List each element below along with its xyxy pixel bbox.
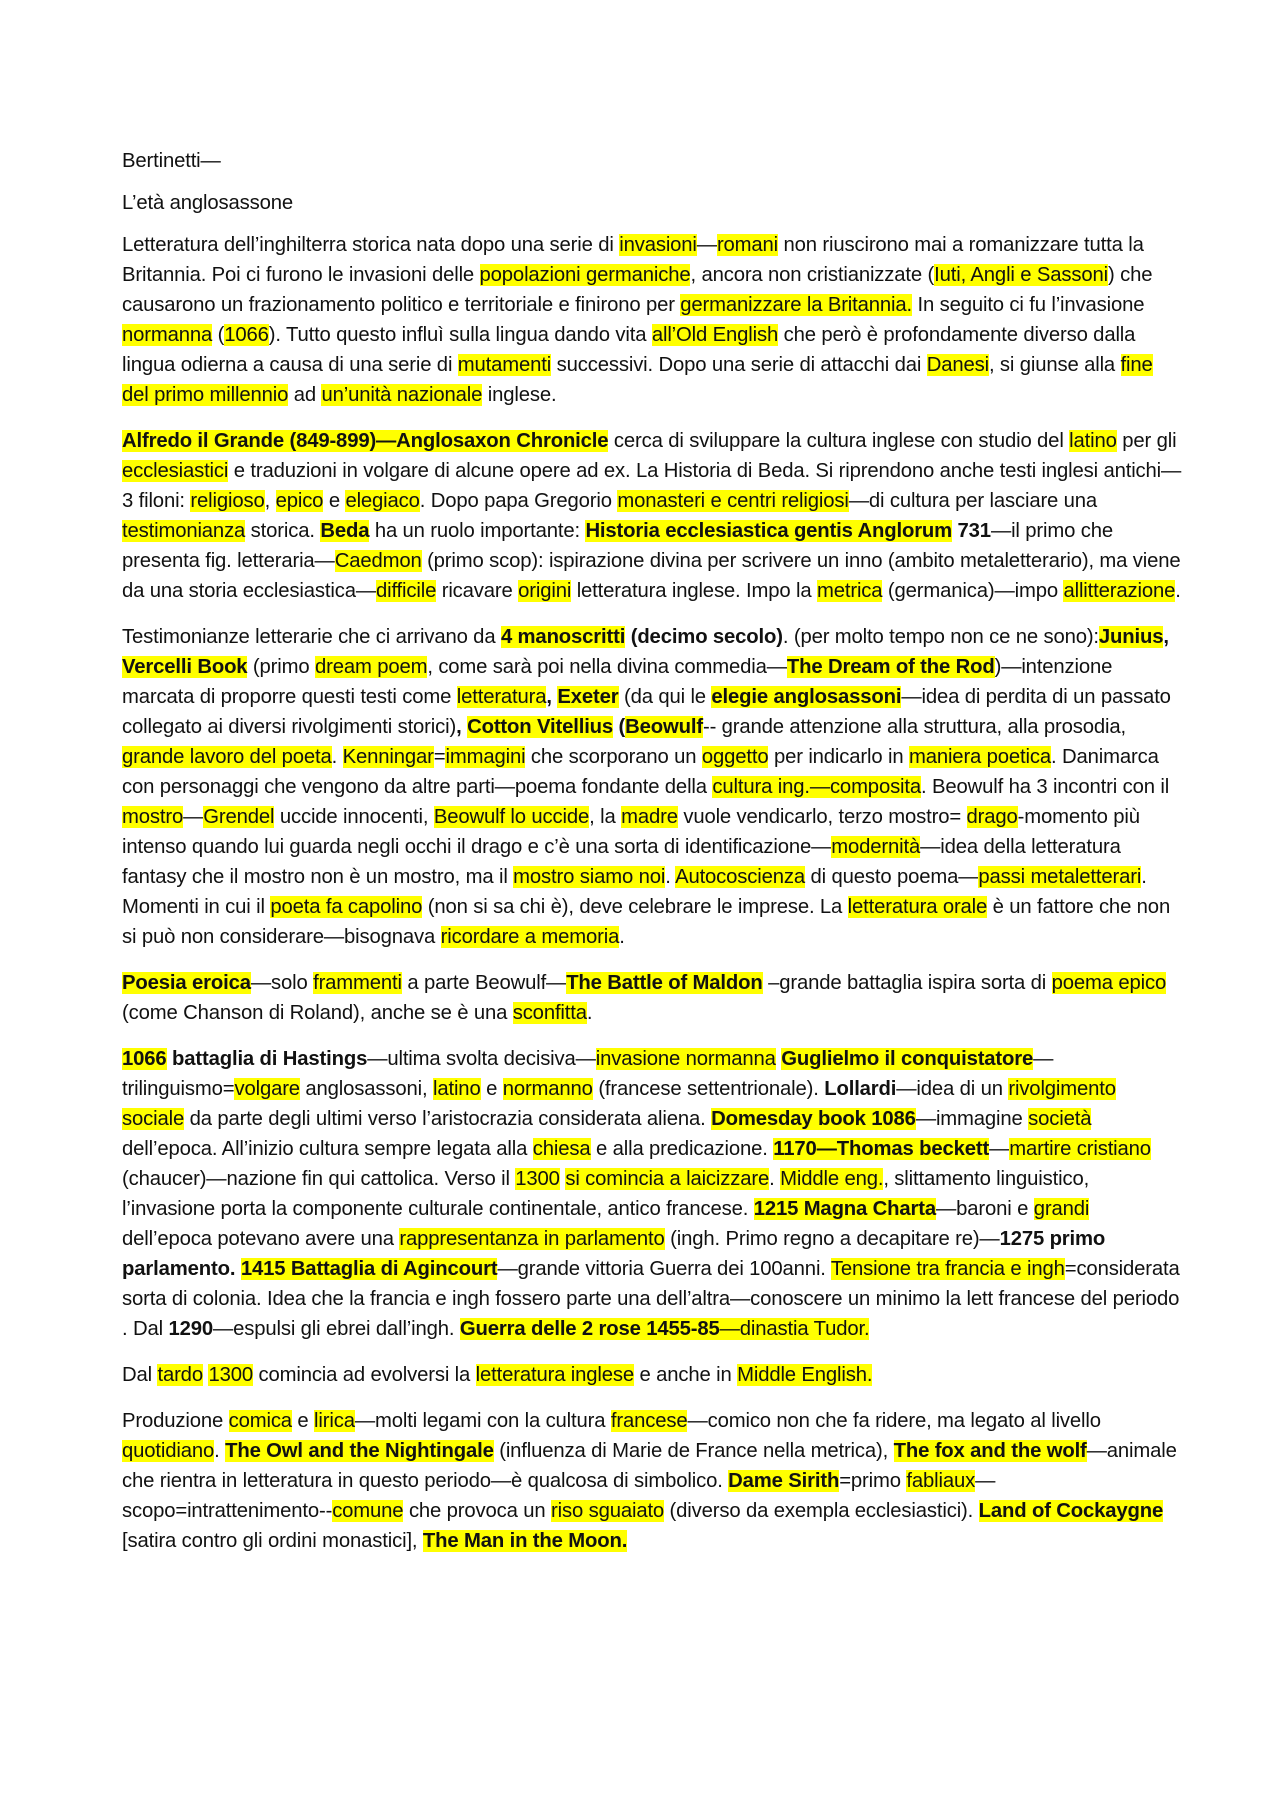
highlighted-text: letteratura inglese [475, 1364, 635, 1386]
paragraph-alfredo: Alfredo il Grande (849-899)—Anglosaxon Chronicle cerca di sviluppare la cultura inglese con studio del latino per gli ecclesiastici e traduzioni in volgare di alcune opere ad ex. La Historia di Beda. Si riprendono anche testi inglesi antichi—3 filoni: religioso, epico e elegiaco. Dopo papa Gregorio monasteri e centri religiosi—di cultura per lasciare una testimonianza storica. Beda ha un ruolo importante: Historia ecclesiastica gentis Anglorum 731—il primo che presenta fig. letteraria—Caedmon (primo scop): ispirazione divina per scrivere un inno (ambito metaletterario), ma viene da una storia ecclesiastica—difficile ricavare origini letteratura inglese. Impo la metrica (germanica)—impo allitterazione. [122, 430, 1182, 602]
highlighted-text: poema epico [1051, 972, 1167, 994]
highlighted-text: oggetto [701, 746, 769, 768]
highlighted-text: latino [1069, 430, 1117, 452]
highlighted-text: poeta fa capolino [270, 896, 423, 918]
highlighted-text: madre [621, 806, 678, 828]
highlighted-text: comune [332, 1500, 404, 1522]
paragraph-middle-english: Dal tardo 1300 comincia ad evolversi la letteratura inglese e anche in Middle English. [122, 1364, 873, 1386]
paragraph-hastings: 1066 battaglia di Hastings—ultima svolta decisiva—invasione normanna Guglielmo il conquistatore—trilinguismo=volgare anglosassoni, latino e normanno (francese settentrionale). Lollardi—idea di un rivolgimento sociale da parte degli ultimi verso l’aristocrazia considerata aliena. Domesday book 1086—immagine società dell’epoca. All’inizio cultura sempre legata alla chiesa e alla predicazione. 1170—Thomas beckett—martire cristiano (chaucer)—nazione fin qui cattolica. Verso il 1300 si comincia a laicizzare. Middle eng., slittamento linguistico, l’invasione porta la componente culturale continentale, antico francese. 1215 Magna Charta—baroni e grandi dell’epoca potevano avere una rappresentanza in parlamento (ingh. Primo regno a decapitare re)—1275 primo parlamento. 1415 Battaglia di Agincourt—grande vittoria Guerra dei 100anni. Tensione tra francia e ingh=considerata sorta di colonia. Idea che la francia e ingh fossero parte una dell’altra—conoscere un minimo la lett francese del periodo . Dal 1290—espulsi gli ebrei dall’ingh. Guerra delle 2 rose 1455-85—dinastia Tudor. [122, 1048, 1180, 1340]
highlighted-text: elegiaco [345, 490, 420, 512]
highlighted-text: 1415 Battaglia di Agincourt [240, 1258, 498, 1280]
highlighted-text: Land of Cockaygne [978, 1500, 1164, 1522]
highlighted-text: Guglielmo il conquistatore [781, 1048, 1034, 1070]
highlighted-text: grande lavoro del poeta [122, 746, 332, 768]
highlighted-text: ecclesiastici [122, 460, 229, 482]
highlighted-text: Cotton Vitellius [467, 716, 614, 738]
highlighted-text: Alfredo il Grande (849-899)—Anglosaxon Chronicle [122, 430, 609, 452]
highlighted-text: passi metaletterari [978, 866, 1142, 888]
highlighted-text: The Battle of Maldon [566, 972, 763, 994]
highlighted-text: Iuti, Angli e Sassoni [934, 264, 1108, 286]
highlighted-text: volgare [234, 1078, 300, 1100]
highlighted-text: immagini [445, 746, 526, 768]
highlighted-text: all’Old English [651, 324, 779, 346]
highlighted-text: Autocoscienza [675, 866, 806, 888]
highlighted-text: rappresentanza in parlamento [399, 1228, 665, 1250]
highlighted-text: epico [275, 490, 324, 512]
highlighted-text: cultura ing.—composita [712, 776, 922, 798]
highlighted-text: normanna [122, 324, 213, 346]
bold-text: (decimo secolo) [625, 626, 783, 648]
highlighted-text: The Owl and the Nightingale [225, 1440, 494, 1462]
highlighted-text: latino [432, 1078, 481, 1100]
highlighted-text: maniera poetica [908, 746, 1052, 768]
highlighted-text: modernità [831, 836, 921, 858]
highlighted-text: 1300 [208, 1364, 253, 1386]
highlighted-text: Middle eng. [780, 1168, 884, 1190]
highlighted-text: grandi [1033, 1198, 1090, 1220]
highlighted-text: società [1028, 1108, 1092, 1130]
highlighted-text: Poesia eroica [122, 972, 251, 994]
highlighted-text: lirica [314, 1410, 355, 1432]
highlighted-text: 1300 [515, 1168, 560, 1190]
highlighted-text: Historia ecclesiastica gentis Anglorum [585, 520, 953, 542]
highlighted-text: popolazioni germaniche [479, 264, 691, 286]
bold-text: 1275 primo parlamento. [122, 1228, 1106, 1280]
bold-text: , [456, 716, 468, 738]
highlighted-text: 1170—Thomas beckett [773, 1138, 990, 1160]
bold-text: ( [613, 716, 626, 738]
highlighted-text: The fox and the wolf [893, 1440, 1087, 1462]
document-body [122, 146, 1182, 1572]
highlighted-text: rivolgimento sociale [122, 1078, 1116, 1130]
highlighted-text: tardo [157, 1364, 203, 1386]
highlighted-text: mostro siamo noi [513, 866, 666, 888]
bold-text: , [546, 686, 558, 708]
highlighted-text: un’unità nazionale [321, 384, 483, 406]
paragraph-comic-lyric: Produzione comica e lirica—molti legami con la cultura francese—comico non che fa ridere, ma legato al livello quotidiano. The Owl and the Nightingale (influenza di Marie de France nella metrica), The fox and the wolf—animale che rientra in letteratura in questo periodo—è qualcosa di simbolico. Dame Sirith=primo fabliaux— scopo=intrattenimento--comune che provoca un riso sguaiato (diverso da exempla ecclesiastici). Land of Cockaygne [satira contro gli ordini monastici], The Man in the Moon. [122, 1410, 1177, 1552]
highlighted-text: si comincia a laicizzare [565, 1168, 770, 1190]
bold-text: 731 [952, 520, 991, 542]
highlighted-text: difficile [375, 580, 437, 602]
highlighted-text: Domesday book 1086 [711, 1108, 916, 1130]
highlighted-text: francese [610, 1410, 688, 1432]
highlighted-text: invasione normanna [595, 1048, 776, 1070]
highlighted-text: Beda [320, 520, 370, 542]
highlighted-text: The Man in the Moon. [422, 1530, 628, 1552]
highlighted-text: Caedmon [334, 550, 422, 572]
highlighted-text: Guerra delle 2 rose 1455-85 [459, 1318, 720, 1340]
highlighted-text: religioso [190, 490, 265, 512]
bold-text: battaglia di Hastings [166, 1048, 368, 1070]
highlighted-text: elegie anglosassoni [711, 686, 902, 708]
section-title: L’età anglosassone [122, 192, 293, 214]
highlighted-text: Beowulf lo uccide [433, 806, 590, 828]
highlighted-text: mutamenti [457, 354, 552, 376]
highlighted-text: germanizzare la Britannia. [680, 294, 912, 316]
highlighted-text: chiesa [532, 1138, 591, 1160]
highlighted-text: Vercelli Book [122, 656, 248, 678]
highlighted-text: 4 manoscritti [500, 626, 626, 648]
highlighted-text: monasteri e centri religiosi [617, 490, 849, 512]
highlighted-text: The Dream of the Rod [786, 656, 995, 678]
highlighted-text: testimonianza [122, 520, 246, 542]
highlighted-text: Middle English. [737, 1364, 873, 1386]
highlighted-text: allitterazione [1063, 580, 1176, 602]
highlighted-text: letteratura [456, 686, 547, 708]
highlighted-text: invasioni [619, 234, 697, 256]
highlighted-text: Grendel [203, 806, 275, 828]
highlighted-text: Junius [1098, 626, 1164, 648]
bold-text: 1290 [168, 1318, 213, 1340]
highlighted-text: mostro [122, 806, 184, 828]
highlighted-text: Exeter [557, 686, 619, 708]
highlighted-text: metrica [816, 580, 883, 602]
highlighted-text: quotidiano [122, 1440, 215, 1462]
highlighted-text: origini [518, 580, 572, 602]
highlighted-text: sconfitta [512, 1002, 587, 1024]
highlighted-text: fabliaux [906, 1470, 976, 1492]
highlighted-text: 1066 [122, 1048, 167, 1070]
highlighted-text: Tensione tra francia e ingh [830, 1258, 1065, 1280]
paragraph-heroic-poetry: Poesia eroica—solo frammenti a parte Beowulf—The Battle of Maldon –grande battaglia ispira sorta di poema epico (come Chanson di Roland), anche se è una sconfitta. [122, 972, 1167, 1024]
highlighted-text: fine del primo millennio [122, 354, 1153, 406]
highlighted-text: 1215 Magna Charta [753, 1198, 936, 1220]
highlighted-text: martire cristiano [1009, 1138, 1151, 1160]
highlighted-text: romani [716, 234, 779, 256]
paragraph-manuscripts: Testimonianze letterarie che ci arrivano da 4 manoscritti (decimo secolo). (per molto tempo non ce ne sono):Junius, Vercelli Book (primo dream poem, come sarà poi nella divina commedia—The Dream of the Rod)—intenzione marcata di proporre questi testi come letteratura, Exeter (da qui le elegie anglosassoni—idea di perdita di un passato collegato ai diversi rivolgimenti storici), Cotton Vitellius (Beowulf-- grande attenzione alla struttura, alla prosodia, grande lavoro del poeta. Kenningar=immagini che scorporano un oggetto per indicarlo in maniera poetica. Danimarca con personaggi che vengono da altre parti—poema fondante della cultura ing.—composita. Beowulf ha 3 incontri con il mostro—Grendel uccide innocenti, Beowulf lo uccide, la madre vuole vendicarlo, terzo mostro= drago-momento più intenso quando lui guarda negli occhi il drago e c’è una sorta di identificazione—modernità—idea della letteratura fantasy che il mostro non è un mostro, ma il mostro siamo noi. Autocoscienza di questo poema—passi metaletterari. Momenti in cui il poeta fa capolino (non si sa chi è), deve celebrare le imprese. La letteratura orale è un fattore che non si può non considerare—bisognava ricordare a memoria. [122, 626, 1171, 948]
highlighted-text: dream poem [314, 656, 428, 678]
highlighted-text: normanno [502, 1078, 593, 1100]
highlighted-text: Danesi [926, 354, 989, 376]
highlighted-text: —dinastia Tudor. [719, 1318, 870, 1340]
highlighted-text: drago [966, 806, 1018, 828]
highlighted-text: 1066 [224, 324, 269, 346]
highlighted-text: ricordare a memoria [440, 926, 620, 948]
document-heading: Bertinetti— [122, 150, 221, 172]
highlighted-text: comica [228, 1410, 292, 1432]
bold-text: Lollardi [824, 1078, 897, 1100]
highlighted-text: Beowulf [625, 716, 703, 738]
bold-text: , [1163, 626, 1169, 648]
highlighted-text: Dame Sirith [728, 1470, 840, 1492]
highlighted-text: frammenti [313, 972, 402, 994]
highlighted-text: riso sguaiato [551, 1500, 665, 1522]
highlighted-text: letteratura orale [847, 896, 988, 918]
paragraph-intro: Letteratura dell’inghilterra storica nata dopo una serie di invasioni—romani non riuscirono mai a romanizzare tutta la Britannia. Poi ci furono le invasioni delle popolazioni germaniche, ancora non cristianizzate (Iuti, Angli e Sassoni) che causarono un frazionamento politico e territoriale e finirono per germanizzare la Britannia. In seguito ci fu l’invasione normanna (1066). Tutto questo influì sulla lingua dando vita all’Old English che però è profondamente diverso dalla lingua odierna a causa di una serie di mutamenti successivi. Dopo una serie di attacchi dai Danesi, si giunse alla fine del primo millennio ad un’unità nazionale inglese. [122, 234, 1153, 406]
highlighted-text: Kenningar [342, 746, 434, 768]
